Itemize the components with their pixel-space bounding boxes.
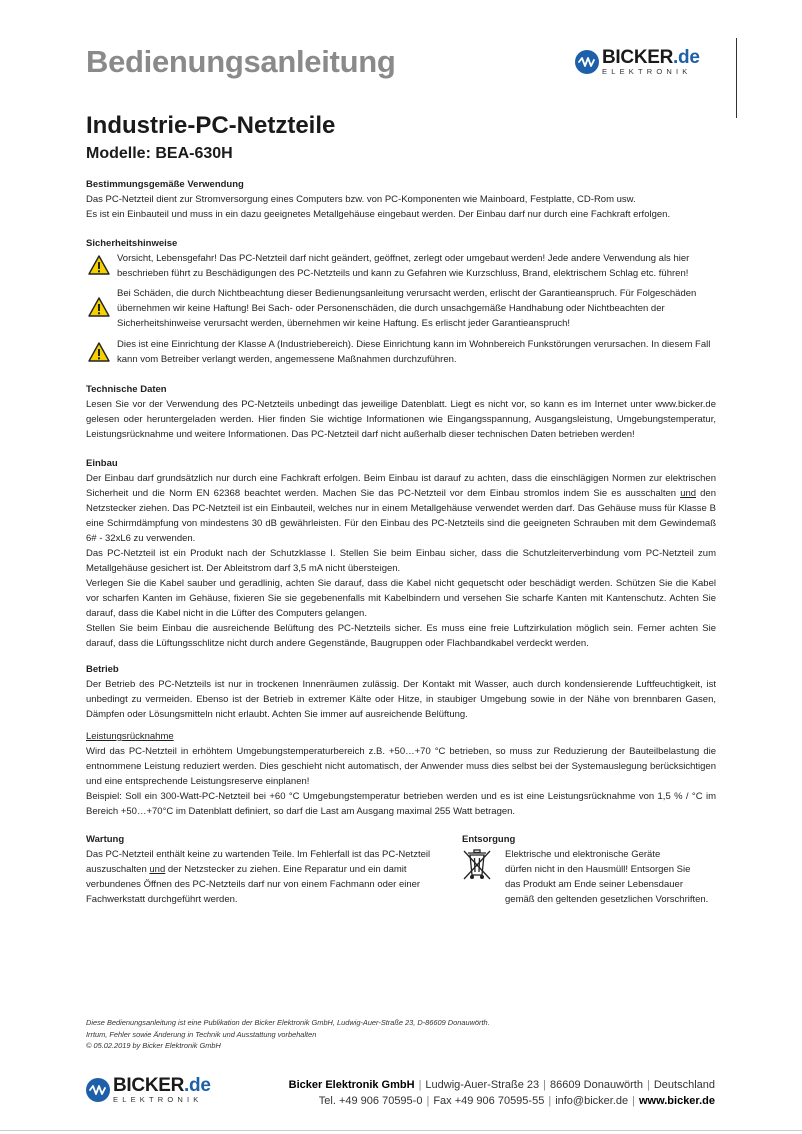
- logo-subtitle: ELEKTRONIK: [602, 67, 692, 76]
- footer-address-line: Bicker Elektronik GmbH | Ludwig-Auer-Straße 23 | 86609 Donauwörth | Deutschland: [288, 1079, 715, 1091]
- paragraph: Das PC-Netzteil ist ein Produkt nach der Schutzklasse I. Stellen Sie beim Einbau sicher, dass die Schutzleiterverbindung vom PC-Netzteil zum Metallgehäuse gesichert ist. Der Ableitstrom darf 3,5 mA nicht übersteigen.: [86, 548, 716, 574]
- footer-web-link[interactable]: www.bicker.de: [638, 1095, 715, 1107]
- paragraph-line: gemäß den geltenden gesetzlichen Vorschriften.: [505, 894, 709, 905]
- header-divider: [736, 38, 737, 118]
- section-heading: Wartung: [86, 834, 125, 845]
- section-safety: [86, 236, 716, 251]
- section-operation: [86, 662, 716, 819]
- logo-domain: .de: [673, 47, 700, 68]
- footer-notes: [86, 1017, 490, 1052]
- logo-wave-icon: [86, 1078, 110, 1102]
- footer-note-line: Diese Bedienungsanleitung ist eine Publikation der Bicker Elektronik GmbH, Ludwig-Auer-Straße 23, D-86609 Donauwörth.: [86, 1018, 490, 1027]
- paragraph-line: Das PC-Netzteil enthält keine zu wartenden Teile. Im Fehlerfall ist das PC-Netzteil: [86, 849, 431, 860]
- footer-brand-logo: [86, 1076, 211, 1104]
- warning-triangle-icon: [88, 255, 110, 275]
- footer-contact-line: Tel. +49 906 70595-0 | Fax +49 906 70595-55 | info@bicker.de | www.bicker.de: [318, 1095, 715, 1107]
- paragraph: Beispiel: Soll ein 300-Watt-PC-Netzteil bei +60 °C Umgebungstemperatur betrieben werden und es ist eine Leistungsrücknahme von 1,5 % / °C im Bereich +50…+70°C im Datenblatt definiert, so darf die Last am Ausgang maximal 255 Watt betragen.: [86, 791, 716, 817]
- warning-block: [86, 251, 716, 281]
- paragraph-line: Das PC-Netzteil dient zur Stromversorgung eines Computers bzw. von PC-Komponenten wie Mainboard, Festplatte, CD-Rom usw.: [86, 194, 636, 205]
- paragraph-line: Elektrische und elektronische Geräte: [505, 849, 661, 860]
- warning-text: Bei Schäden, die durch Nichtbeachtung dieser Bedienungsanleitung verursacht werden, erlischt der Garantieanspruch. Für Folgeschäden übernehmen wir keine Haftung! Bei Sach- oder Personenschäden, die durch unsachgemäße Handhabung oder Nichtbeachten der Sicherheitshinweise verursacht werden, übernehmen wir keine Haftung. Es erlischt jeder Garantieanspruch!: [117, 288, 697, 329]
- footer-company: Bicker Elektronik GmbH: [288, 1079, 415, 1091]
- page-header-title: Bedienungsanleitung: [86, 44, 396, 79]
- underlined-word: und: [149, 864, 166, 875]
- section-heading: Sicherheitshinweise: [86, 238, 178, 249]
- footer-city: 86609 Donauwörth: [550, 1079, 643, 1091]
- section-heading: Betrieb: [86, 664, 119, 675]
- section-heading: Einbau: [86, 458, 118, 469]
- footer-contact: [289, 1077, 715, 1109]
- section-intended-use: [86, 177, 716, 222]
- logo-domain: .de: [184, 1075, 211, 1096]
- footer-street: Ludwig-Auer-Straße 23: [425, 1079, 540, 1091]
- paragraph: Der Betrieb des PC-Netzteils ist nur in trockenen Innenräumen zulässig. Der Kontakt mit Wasser, auch durch kondensierende Luftfeuchtigkeit, ist unbedingt zu vermeiden. Ebenso ist der Betrieb in extremer Kälte oder Hitze, in staubiger Umgebung sowie in der Nähe von brennbaren Gasen, Dämpfen oder Lösungsmitteln nicht erlaubt. Achten Sie immer auf ausreichende Belüftung.: [86, 679, 716, 720]
- section-maintenance: [86, 832, 456, 907]
- footer-note-line: Irrtum, Fehler sowie Änderung in Technik und Ausstattung vorbehalten: [86, 1029, 317, 1039]
- brand-logo: [575, 48, 700, 76]
- warning-block: [86, 286, 716, 331]
- paragraph: Verlegen Sie die Kabel sauber und geradlinig, achten Sie darauf, dass die Kabel nicht gequetscht oder beschädigt werden. Schützen Sie die Kabel vor scharfen Kanten im Gehäuse, fixieren Sie sie gegebenenfalls mit Kabelbindern und versehen Sie scharfe Kanten mit Kantenschutz. Achten Sie darauf, dass die Kabel nicht in die Lüfter des Computers gelangen.: [86, 578, 716, 619]
- document-title: Industrie-PC-Netzteile: [86, 112, 336, 139]
- footer-note-line: © 05.02.2019 by Bicker Elektronik GmbH: [86, 1041, 221, 1050]
- paragraph-line: Es ist ein Einbauteil und muss in ein dazu geeignetes Metallgehäuse eingebaut werden. Der Einbau darf nur durch eine Fachkraft erfolgen.: [86, 209, 671, 220]
- section-installation: [86, 456, 716, 651]
- footer-country: Deutschland: [653, 1079, 715, 1091]
- section-technical-data: [86, 382, 716, 442]
- disposal-text: [505, 847, 720, 907]
- logo-subtitle: ELEKTRONIK: [113, 1095, 203, 1104]
- section-disposal: [462, 832, 722, 847]
- document-subtitle: Modelle: BEA-630H: [86, 145, 233, 162]
- paragraph-line: verbundenes Öffnen des PC-Netzteils darf nur von einem Fachmann oder einer: [86, 879, 421, 890]
- logo-name: BICKER: [602, 47, 674, 68]
- warning-triangle-icon: [88, 342, 110, 362]
- underlined-word: und: [680, 488, 697, 499]
- section-heading: Bestimmungsgemäße Verwendung: [86, 179, 244, 190]
- warning-text: Dies ist eine Einrichtung der Klasse A (Industriebereich). Diese Einrichtung kann im Wohnbereich Funkstörungen verursachen. In diesem Fall kann vom Betreiber verlangt werden, angemessene Maßnahmen durchzuführen.: [117, 339, 711, 365]
- paragraph-line: das Produkt am Ende seiner Lebensdauer: [505, 879, 683, 890]
- paragraph-line: [86, 862, 456, 877]
- text-run: Der Einbau darf grundsätzlich nur durch eine Fachkraft erfolgen. Beim Einbau ist darauf zu achten, dass die einschlägigen Normen zur elektrischen Sicherheit und die Norm EN 62368 beachtet werden. Machen Sie das PC-Netzteil vor dem Einbau stromlos indem Sie es ausschalten: [86, 473, 716, 499]
- paragraph-line: Fachwerkstatt durchgeführt werden.: [86, 894, 238, 905]
- text-run: der Netzstecker zu ziehen. Eine Reparatur und ein damit: [165, 864, 407, 875]
- text-run: den Netzstecker ziehen. Das PC-Netzteil ist ein Einbauteil, welches nur in einem Metallgehäuse verwendet werden darf. Das Gehäuse muss für Klasse B eine Schirmdämpfung von mindestens 30 dB gewährleisten. Für den Einbau des PC-Netzteils sind die geeigneten Schrauben mit dem Gewindemaß 6# - 32xL6 zu verwenden.: [86, 488, 716, 544]
- footer-email-link[interactable]: info@bicker.de: [555, 1095, 629, 1107]
- subsection-heading: Leistungsrücknahme: [86, 731, 174, 742]
- logo-name: BICKER: [113, 1075, 185, 1096]
- warning-block: [86, 337, 716, 367]
- footer-fax: Fax +49 906 70595-55: [433, 1095, 545, 1107]
- paragraph: [86, 471, 716, 546]
- paragraph: Stellen Sie beim Einbau die ausreichende Belüftung des PC-Netzteils sicher. Es muss eine freie Luftzirkulation möglich sein. Ferner achten Sie darauf, dass die Lüftungsschlitze nicht durch andere Gegenstände, Baugruppen oder Flachbandkabel verdeckt werden.: [86, 623, 716, 649]
- section-heading: Entsorgung: [462, 834, 516, 845]
- page-bottom-rule: [0, 1130, 802, 1131]
- section-heading: Technische Daten: [86, 384, 167, 395]
- footer-tel: Tel. +49 906 70595-0: [318, 1095, 423, 1107]
- paragraph: Lesen Sie vor der Verwendung des PC-Netzteils unbedingt das jeweilige Datenblatt. Liegt es nicht vor, so kann es im Internet unter www.bicker.de gelesen oder heruntergeladen werden. Hier finden Sie wichtige Informationen wie Eingangsspannung, Ausgangsleistung, Umgebungstemperatur, Leistungsrücknahme und weitere Informationen. Das PC-Netzteil darf nicht außerhalb dieser technischen Daten betrieben werden!: [86, 399, 716, 440]
- paragraph-line: dürfen nicht in den Hausmüll! Entsorgen Sie: [505, 864, 691, 875]
- logo-wave-icon: [575, 50, 599, 74]
- warning-triangle-icon: [88, 297, 110, 317]
- text-run: auszuschalten: [86, 864, 150, 875]
- warning-text: Vorsicht, Lebensgefahr! Das PC-Netzteil darf nicht geändert, geöffnet, zerlegt oder umgebaut werden! Jede andere Verwendung als hier beschrieben führt zu Beschädigungen des PC-Netzteils und kann zu Gefahren wie Kurzschluss, Brand, elektrischem Schlag etc. führen!: [117, 253, 690, 279]
- paragraph: Wird das PC-Netzteil in erhöhtem Umgebungstemperaturbereich z.B. +50…+70 °C betrieben, so muss zur Reduzierung der Bauteilbelastung die entnommene Leistung reduziert werden. Dies geschieht nicht automatisch, der Anwender muss dies selbst bei der Systemauslegung berücksichtigen und eine entsprechende Leistungsreserve einplanen!: [86, 746, 716, 787]
- crossed-bin-icon: [461, 848, 493, 882]
